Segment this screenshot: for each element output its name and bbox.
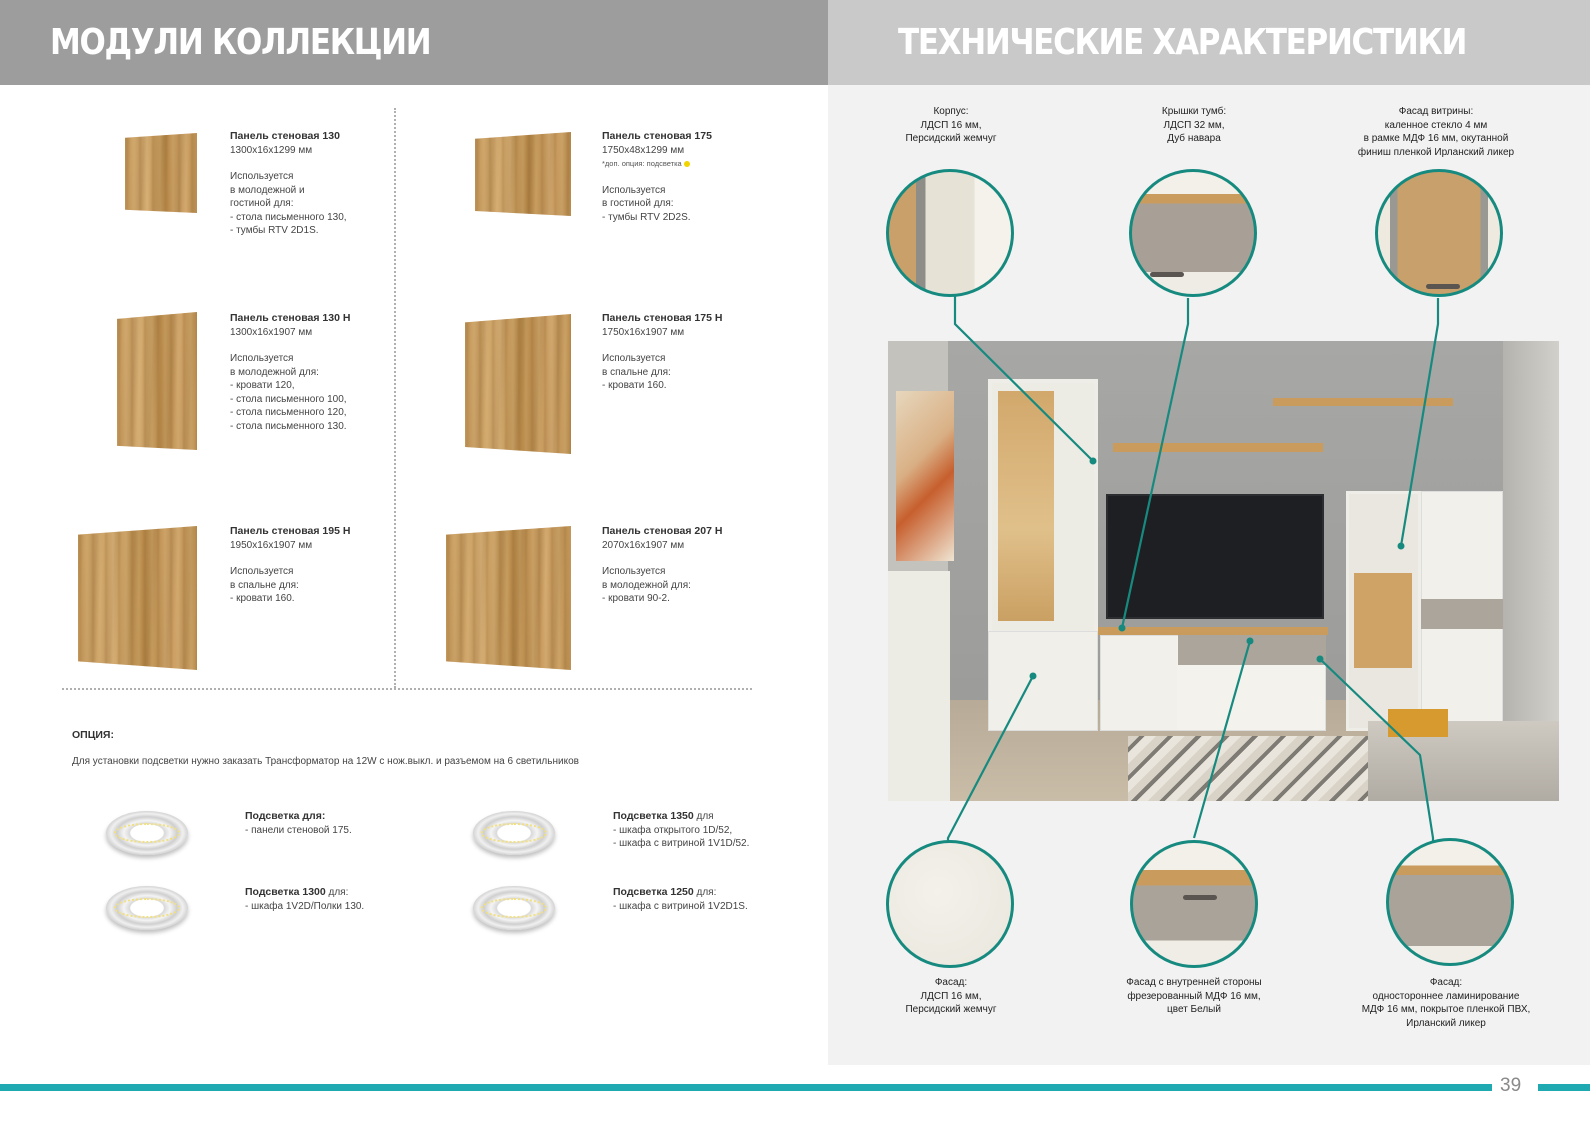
detail-circle-milled-facade [1130, 840, 1258, 968]
footer-bar-right [1538, 1084, 1590, 1091]
usage-line: Используется [230, 353, 294, 364]
panel-text-207h [602, 525, 722, 606]
detail-circle-body [886, 169, 1014, 297]
light-text-3 [245, 886, 364, 913]
option-title: ОПЦИЯ: [72, 729, 114, 741]
caption-line: ЛДСП 16 мм, [920, 119, 982, 131]
led-strip-image [106, 886, 188, 934]
panel-text-130h [230, 312, 350, 433]
panel-title: Панель стеновая 195 Н [230, 525, 351, 537]
usage-line: - тумбы RTV 2D1S. [230, 225, 319, 236]
detail-circle-facade [886, 840, 1014, 968]
panel-text-175h [602, 312, 722, 393]
note-text: *доп. опция: подсветка [602, 159, 682, 168]
caption-line: фрезерованный МДФ 16 мм, [1127, 990, 1261, 1002]
light-text-4 [613, 886, 748, 913]
usage-line: в молодежной для: [230, 366, 319, 378]
panel-title: Панель стеновая 175 Н [602, 312, 723, 324]
light-suffix: для [693, 811, 714, 822]
panel-title: Панель стеновая 175 [602, 130, 712, 142]
wall-shelf-1 [1113, 443, 1323, 452]
usage-line: в молодежной для: [602, 579, 691, 591]
usage-line: - кровати 90-2. [602, 593, 670, 604]
panel-text-175 [602, 130, 712, 224]
caption-line: ЛДСП 32 мм, [1163, 119, 1225, 131]
spec-caption-lids [1094, 105, 1294, 146]
right-header [828, 0, 1590, 85]
caption-line: Ирланский ликер [1406, 1017, 1486, 1029]
panel-size: 1750x16x1907 мм [602, 326, 685, 338]
rug [1128, 736, 1388, 801]
showcase-left-door [988, 631, 1098, 731]
panel-image-130 [125, 133, 197, 213]
tv-stand-drawer [1178, 635, 1326, 665]
usage-line: - кровати 120, [230, 380, 295, 391]
caption-line: Корпус: [933, 106, 969, 117]
light-title: Подсветка 1250 [613, 886, 694, 898]
light-text-2 [613, 810, 749, 851]
light-title: Подсветка 1300 [245, 886, 326, 898]
usage-line: - стола письменного 120, [230, 407, 347, 418]
caption-line: Фасад: [934, 977, 968, 988]
panel-image-195h [78, 526, 197, 670]
usage-line: в гостиной для: [602, 198, 674, 209]
light-title: Подсветка 1350 [613, 810, 694, 822]
caption-line: ЛДСП 16 мм, [920, 990, 982, 1002]
detail-circle-laminated-facade [1386, 838, 1514, 966]
usage-line: Используется [230, 171, 294, 182]
light-text-1 [245, 810, 352, 837]
usage-line: - стола письменного 100, [230, 393, 347, 405]
panel-image-130h [117, 312, 197, 450]
horizontal-divider [62, 688, 752, 690]
usage-line: в спальне для: [602, 366, 671, 378]
detail-circle-glass [1375, 169, 1503, 297]
spec-caption-milled [1094, 976, 1294, 1017]
usage-line: - кровати 160. [602, 380, 667, 391]
light-line: - шкафа с витриной 1V1D/52. [613, 838, 750, 849]
vertical-divider [394, 108, 396, 688]
page-number: 39 [1500, 1075, 1522, 1096]
panel-title: Панель стеновая 130 Н [230, 312, 351, 324]
light-line: - шкафа 1V2D/Полки 130. [245, 900, 365, 912]
panel-image-175 [475, 132, 571, 216]
tv-stand-top [1098, 627, 1328, 635]
panel-size: 1300x16x1907 мм [230, 326, 313, 338]
caption-line: одностороннее ламинирование [1372, 990, 1520, 1002]
option-text: Для установки подсветки нужно заказать Трансформатор на 12W с нож.выкл. и разъемом на 6 светильников [72, 756, 579, 767]
showcase-left-glass [998, 391, 1054, 621]
panel-size: 2070x16x1907 мм [602, 539, 685, 551]
caption-line: Фасад: [1429, 977, 1463, 988]
usage-line: Используется [602, 184, 666, 196]
tv [1106, 494, 1324, 619]
panel-text-195h [230, 525, 350, 606]
panel-size: 1750x48x1299 мм [602, 144, 685, 156]
usage-line: Используется [230, 566, 294, 577]
spec-caption-facade [851, 976, 1051, 1017]
caption-line: МДФ 16 мм, покрытое пленкой ПВХ, [1361, 1004, 1531, 1015]
panel-image-207h [446, 526, 571, 670]
caption-line: Фасад с внутренней стороны [1126, 977, 1262, 988]
detail-circle-lid [1129, 169, 1257, 297]
caption-line: каленное стекло 4 мм [1384, 119, 1488, 131]
usage-line: в молодежной и [230, 184, 305, 196]
caption-line: Персидский жемчуг [905, 133, 997, 144]
light-line: - панели стеновой 175. [245, 824, 352, 836]
usage-line: - тумбы RTV 2D2S. [602, 211, 691, 223]
usage-line: в спальне для: [230, 579, 299, 591]
panel-size: 1300x16x1299 мм [230, 144, 313, 156]
usage-line: - кровати 160. [230, 593, 295, 604]
led-strip-image [106, 811, 188, 859]
wall-shelf-2 [1273, 398, 1453, 406]
usage-line: гостиной для: [230, 198, 294, 209]
showcase-right-glass [1354, 573, 1412, 668]
left-cabinet [888, 571, 950, 801]
usage-line: - стола письменного 130. [230, 420, 347, 432]
yellow-dot-icon [684, 161, 690, 167]
panel-text-130 [230, 130, 347, 238]
right-title: ТЕХНИЧЕСКИЕ ХАРАКТЕРИСТИКИ [898, 22, 1467, 63]
caption-line: финиш пленкой Ирланский ликер [1357, 146, 1515, 158]
footer-bar-left [0, 1084, 1492, 1091]
spec-caption-laminated [1346, 976, 1546, 1030]
panel-image-175h [465, 314, 571, 454]
caption-line: Персидский жемчуг [905, 1004, 997, 1015]
caption-line: Фасад витрины: [1398, 106, 1474, 117]
caption-line: цвет Белый [1167, 1004, 1221, 1015]
light-suffix: для: [325, 887, 349, 898]
caption-line: в рамке МДФ 16 мм, окутанной [1363, 133, 1509, 144]
light-suffix: для: [693, 887, 717, 898]
spec-caption-body [851, 105, 1051, 146]
left-title: МОДУЛИ КОЛЛЕКЦИИ [50, 22, 431, 63]
usage-line: Используется [602, 353, 666, 364]
caption-line: Дуб навара [1167, 133, 1221, 144]
left-header [0, 0, 828, 85]
panel-note [602, 157, 712, 171]
panel-title: Панель стеновая 130 [230, 130, 340, 142]
room-photo [888, 341, 1559, 801]
caption-line: Крышки тумб: [1161, 106, 1227, 117]
panel-size: 1950x16x1907 мм [230, 539, 313, 551]
usage-line: - стола письменного 130, [230, 211, 347, 223]
light-line: - шкафа открытого 1D/52, [613, 824, 733, 836]
spec-caption-glass [1336, 105, 1536, 159]
led-strip-image [473, 811, 555, 859]
usage-line: Используется [602, 566, 666, 577]
light-title: Подсветка для: [245, 810, 326, 822]
wall-art [896, 391, 954, 561]
light-line: - шкафа с витриной 1V2D1S. [613, 900, 748, 912]
yellow-pillow [1388, 709, 1448, 737]
tall-cabinet-band [1421, 599, 1503, 629]
panel-title: Панель стеновая 207 Н [602, 525, 723, 537]
led-strip-image [473, 886, 555, 934]
